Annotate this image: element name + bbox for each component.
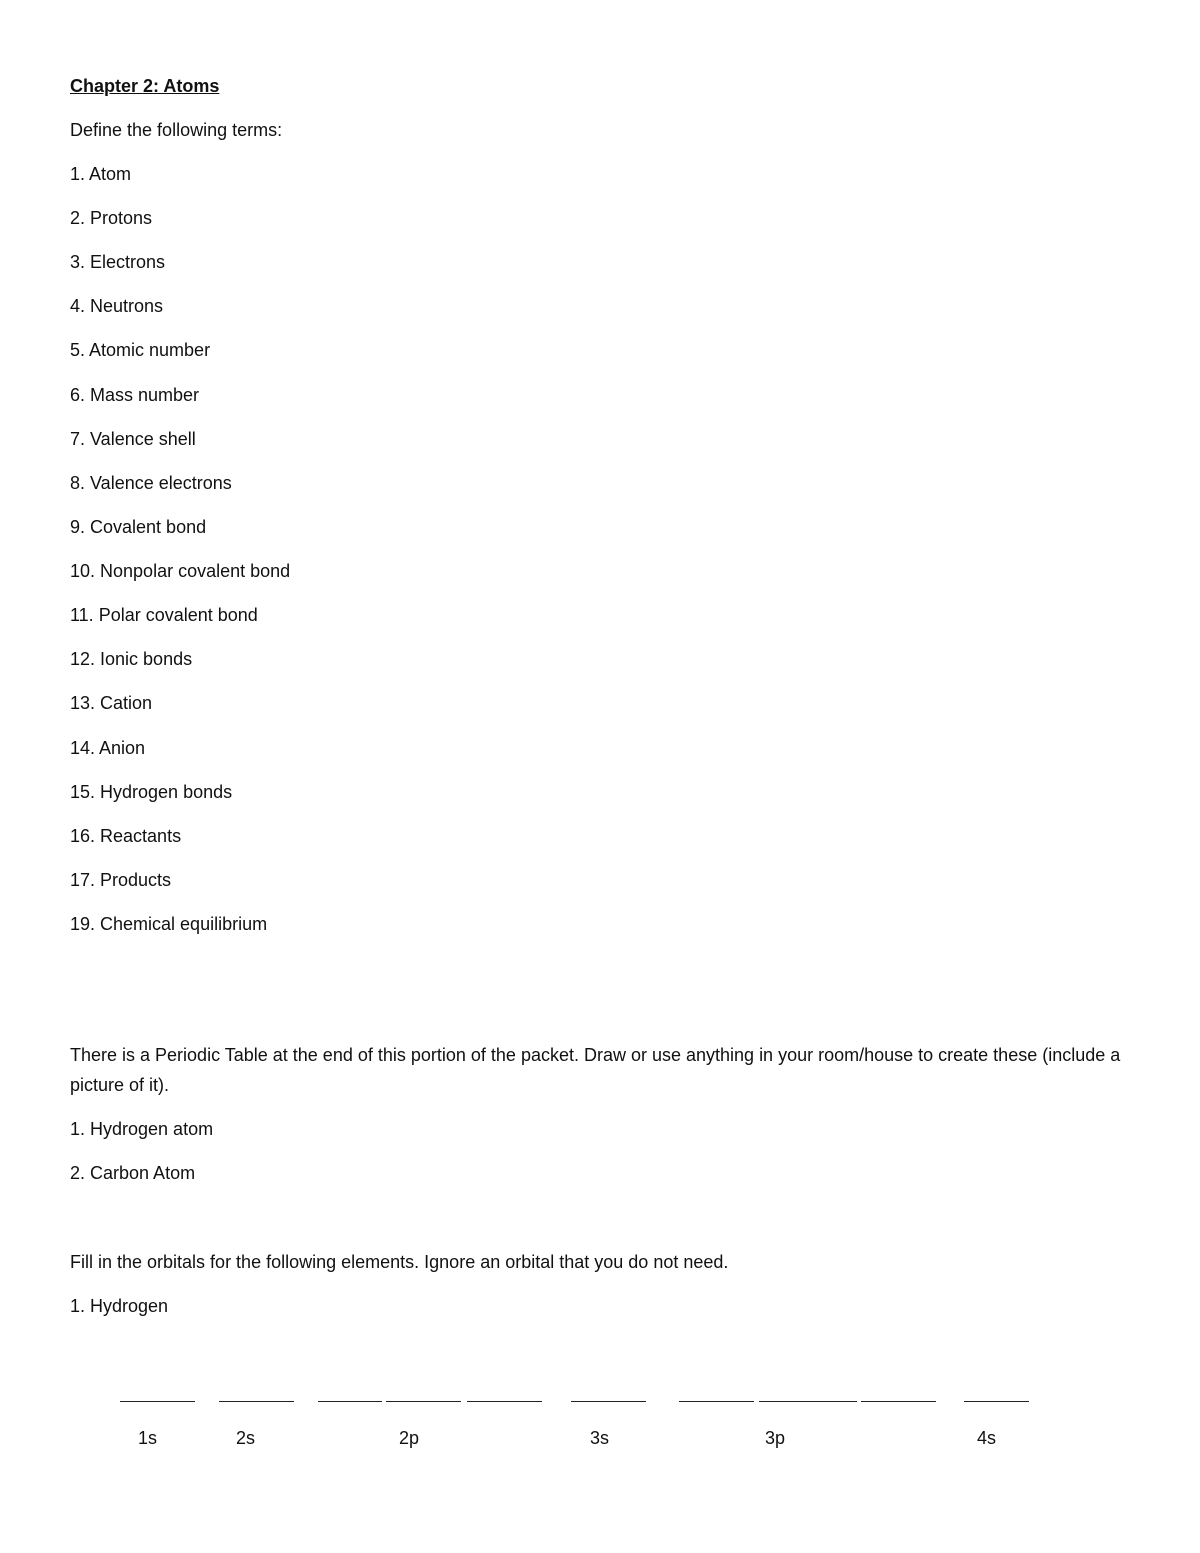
orbitals-instructions: Fill in the orbitals for the following elements. Ignore an orbital that you do not need. (70, 1252, 729, 1272)
orbital-blank-3s[interactable] (571, 1401, 646, 1402)
term-nonpolar-covalent-bond: 10. Nonpolar covalent bond (70, 561, 291, 581)
page-title: Chapter 2: Atoms (70, 76, 220, 96)
orbital-blank-2p-1[interactable] (318, 1401, 382, 1402)
definitions-intro: Define the following terms: (70, 120, 283, 140)
orbital-blank-2s[interactable] (219, 1401, 294, 1402)
orbital-label-2p: 2p (399, 1428, 420, 1448)
term-anion: 14. Anion (70, 738, 146, 758)
term-products: 17. Products (70, 870, 172, 890)
term-valence-shell: 7. Valence shell (70, 429, 196, 449)
term-valence-electrons: 8. Valence electrons (70, 473, 232, 493)
orbital-label-2s: 2s (236, 1428, 256, 1448)
orbital-label-1s: 1s (138, 1428, 158, 1448)
term-chemical-equilibrium: 19. Chemical equilibrium (70, 914, 268, 934)
term-polar-covalent-bond: 11. Polar covalent bond (70, 605, 258, 625)
term-cation: 13. Cation (70, 693, 153, 713)
term-neutrons: 4. Neutrons (70, 296, 164, 316)
term-electrons: 3. Electrons (70, 252, 166, 272)
model-carbon-atom: 2. Carbon Atom (70, 1163, 196, 1183)
term-mass-number: 6. Mass number (70, 385, 200, 405)
term-hydrogen-bonds: 15. Hydrogen bonds (70, 782, 233, 802)
orbital-blank-4s[interactable] (964, 1401, 1029, 1402)
orbital-label-4s: 4s (977, 1428, 997, 1448)
term-protons: 2. Protons (70, 208, 153, 228)
models-instructions: There is a Periodic Table at the end of this portion of the packet. Draw or use anything in your room/house to create these (include a picture of it). (70, 1045, 1121, 1095)
orbital-blank-2p-3[interactable] (467, 1401, 542, 1402)
orbital-label-3p: 3p (765, 1428, 786, 1448)
orbital-blank-2p-2[interactable] (386, 1401, 461, 1402)
term-covalent-bond: 9. Covalent bond (70, 517, 207, 537)
model-hydrogen-atom: 1. Hydrogen atom (70, 1119, 214, 1139)
orbital-blank-1s[interactable] (120, 1401, 195, 1402)
term-ionic-bonds: 12. Ionic bonds (70, 649, 193, 669)
orbital-blank-3p-3[interactable] (861, 1401, 936, 1402)
orbital-label-3s: 3s (590, 1428, 610, 1448)
orbital-blank-3p-2[interactable] (759, 1401, 857, 1402)
term-atomic-number: 5. Atomic number (70, 340, 211, 360)
orbital-blank-3p-1[interactable] (679, 1401, 754, 1402)
orbitals-element: 1. Hydrogen (70, 1296, 169, 1316)
term-atom: 1. Atom (70, 164, 132, 184)
term-reactants: 16. Reactants (70, 826, 182, 846)
